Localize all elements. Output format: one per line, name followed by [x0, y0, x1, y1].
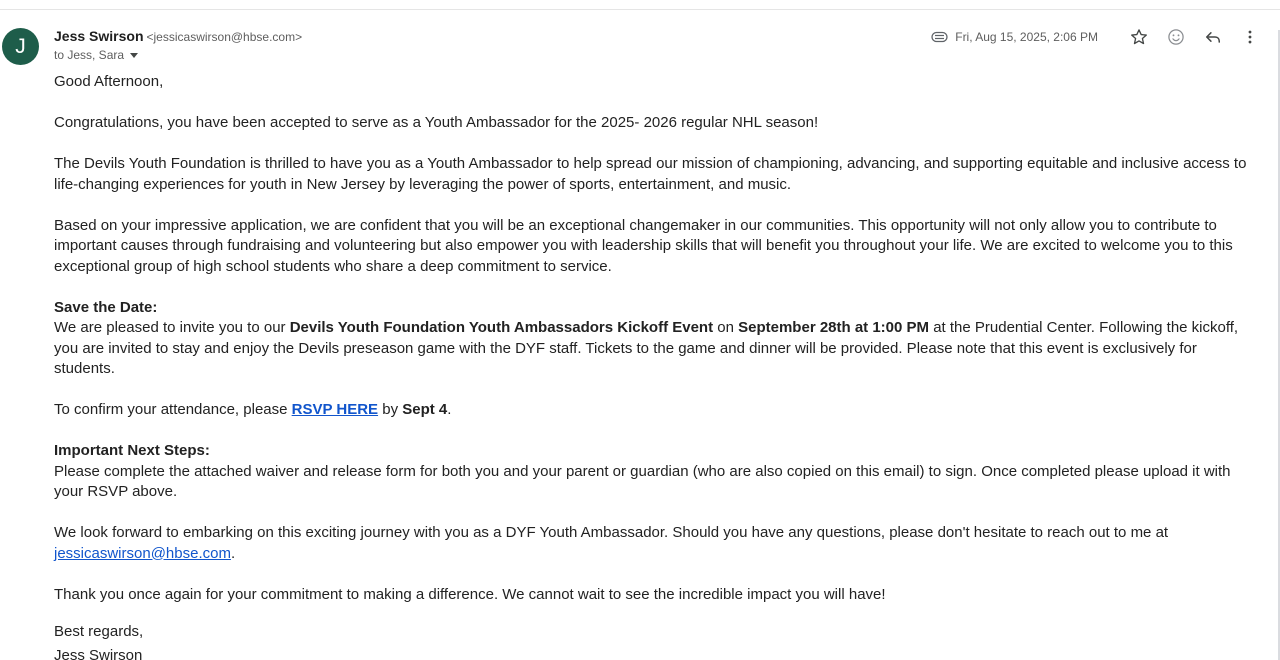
save-date-text-3: at the Prudential Center. Following the kickoff, you are invited to stay and enjoy the Devils preseason game with the DYF staff. Tickets to the game and dinner will be provided. Please note that this event is exclusively for students. — [54, 319, 1239, 377]
label-tag-icon[interactable] — [931, 28, 949, 46]
reply-icon[interactable] — [1201, 25, 1225, 49]
emoji-reaction-icon[interactable] — [1164, 25, 1188, 49]
contact-email-link[interactable]: jessicaswirson@hbse.com — [54, 544, 231, 562]
event-name: Devils Youth Foundation Youth Ambassadors Kickoff Event — [289, 319, 714, 336]
next-steps-heading-text: Important Next Steps: — [54, 442, 210, 459]
next-steps-paragraph: Please complete the attached waiver and release form for both you and your parent or guardian (who are also copied on this email) to sign. Once completed please upload it with your RSVP above. — [54, 462, 1231, 500]
rsvp-paragraph — [54, 400, 1250, 421]
save-date-heading-text: Save the Date: — [54, 298, 158, 316]
forward-text: We look forward to embarking on this exciting journey with you as a DYF Youth Ambassador. Should you have any questions, please don't hesitate to reach out to me at — [54, 524, 1169, 541]
more-vert-icon[interactable] — [1238, 25, 1262, 49]
message-date: Fri, Aug 15, 2025, 2:06 PM — [955, 30, 1098, 44]
save-date-text-1: We are pleased to invite you to our — [54, 319, 290, 336]
rsvp-text-1: To confirm your attendance, please — [54, 401, 292, 418]
recipients-text: to Jess, Sara — [54, 48, 125, 62]
event-date: September 28th at 1:00 PM — [738, 319, 930, 336]
rsvp-text-2: by — [378, 401, 403, 418]
closing: Best regards, — [54, 623, 144, 640]
message-meta — [931, 26, 1262, 48]
signature: Jess Swirson — [54, 647, 143, 660]
rsvp-deadline: Sept 4 — [402, 401, 448, 418]
mission-paragraph: The Devils Youth Foundation is thrilled to have you as a Youth Ambassador to help spread our mission of championing, advancing, and supporting equitable and inclusive access to life-changing experiences for youth in New Jersey by leveraging the power of sports, entertainment, and music. — [54, 155, 1247, 193]
star-icon[interactable] — [1127, 25, 1151, 49]
forward-end: . — [230, 544, 236, 562]
sender-line — [54, 28, 302, 46]
congrats-paragraph: Congratulations, you have been accepted to serve as a Youth Ambassador for the 2025- 2026 regular NHL season! — [54, 114, 819, 131]
sender-email: <jessicaswirson@hbse.com> — [146, 30, 303, 44]
top-divider — [0, 9, 1280, 10]
application-paragraph: Based on your impressive application, we are confident that you will be an exceptional changemaker in our communities. This opportunity will not only allow you to contribute to important causes through fundraising and volunteering but also empower you with leadership skills that will benefit you throughout your life. We are excited to welcome you to this exceptional group of high school students who share a deep commitment to service. — [54, 216, 1233, 275]
save-date-heading — [54, 298, 1250, 319]
greeting: Good Afternoon, — [54, 73, 164, 90]
message-body — [54, 72, 1250, 660]
sender-avatar[interactable]: J — [2, 28, 39, 65]
rsvp-text-3: . — [447, 401, 452, 418]
save-date-text-2: on — [713, 319, 739, 336]
sender-name[interactable]: Jess Swirson — [54, 28, 144, 44]
recipients-toggle[interactable] — [54, 48, 138, 62]
thanks-paragraph: Thank you once again for your commitment to making a difference. We cannot wait to see the incredible impact you will have! — [54, 585, 886, 603]
rsvp-link[interactable]: RSVP HERE — [291, 401, 379, 418]
save-date-paragraph — [54, 318, 1250, 380]
chevron-down-icon[interactable] — [130, 53, 138, 58]
forward-paragraph — [54, 523, 1250, 564]
next-steps-heading — [54, 441, 1250, 462]
